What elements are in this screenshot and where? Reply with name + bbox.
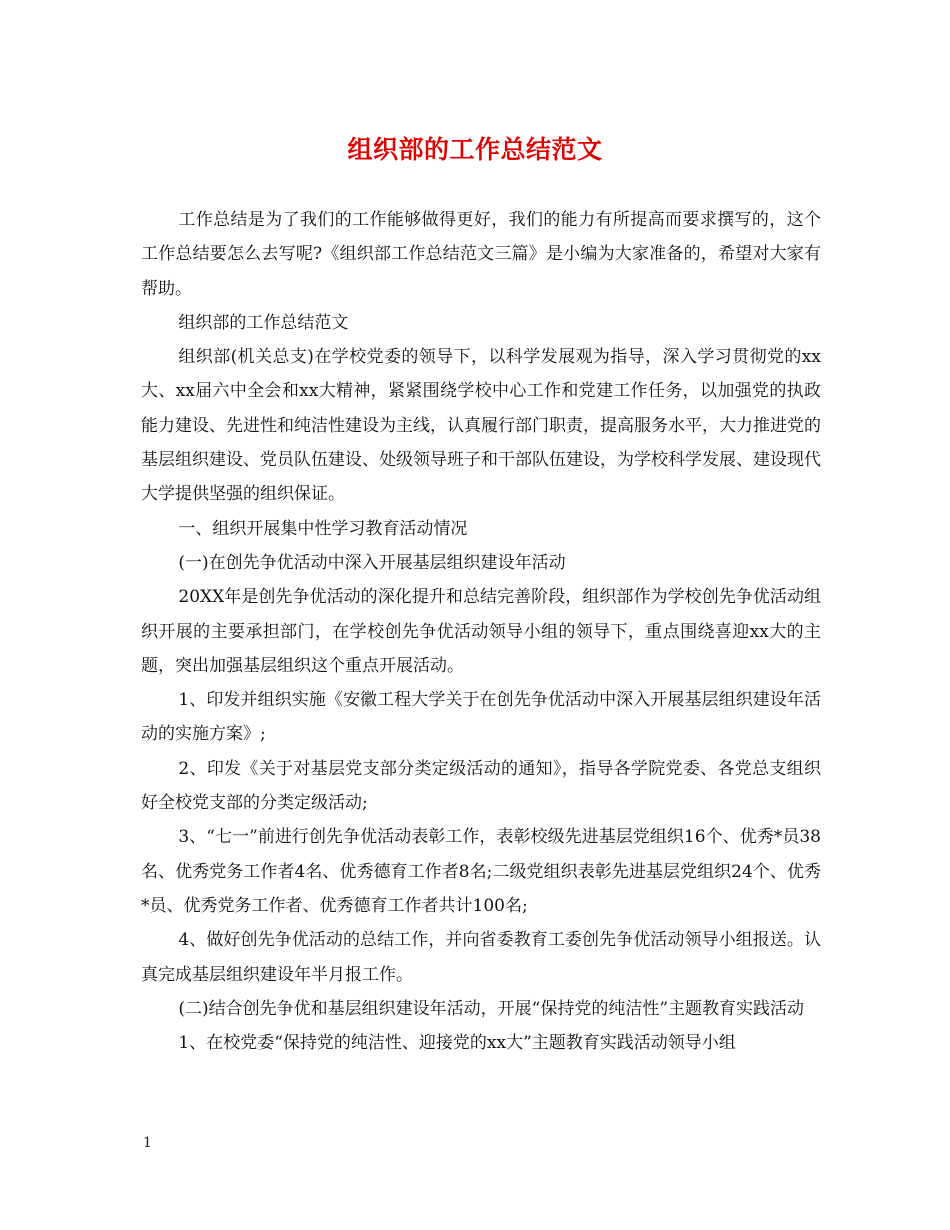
list-item-4: 4、做好创先争优活动的总结工作，并向省委教育工委创先争优活动领导小组报送。认真完成基层组织建设年半月报工作。	[141, 930, 821, 985]
list-item-2: 2、印发《关于对基层党支部分类定级活动的通知》，指导各学院党委、各党总支组织好全校党支部的分类定级活动;	[141, 758, 821, 814]
subsection-heading-1: (一)在创先争优活动中深入开展基层组织建设年活动	[178, 552, 566, 573]
section-heading-1: 一、组织开展集中性学习教育活动情况	[178, 518, 468, 539]
paragraph-overview: 组织部(机关总支)在学校党委的领导下，以科学发展观为指导，深入学习贯彻党的xx大、xx届六中全会和xx大精神，紧紧围绕学校中心工作和党建工作任务，以加强党的执政能力建设、先进性和纯洁性建设为主线，认真履行部门职责，提高服务水平，大力推进党的基层组织建设、党员队伍建设、处级领导班子和干部队伍建设，为学校科学发展、建设现代大学提供坚强的组织保证。	[141, 347, 821, 505]
paragraph-20xx: 20XX年是创先争优活动的深化提升和总结完善阶段，组织部作为学校创先争优活动组织开展的主要承担部门，在学校创先争优活动领导小组的领导下，重点围绕喜迎xx大的主题，突出加强基层组织这个重点开展活动。	[141, 587, 821, 676]
paragraph-subtitle: 组织部的工作总结范文	[178, 312, 349, 333]
list-item-1: 1、印发并组织实施《安徽工程大学关于在创先争优活动中深入开展基层组织建设年活动的实施方案》;	[141, 690, 821, 745]
subsection-heading-2: (二)结合创先争优和基层组织建设年活动，开展“保持党的纯洁性”主题教育实践活动	[178, 998, 805, 1019]
page-number: 1	[143, 1135, 152, 1151]
document-title: 组织部的工作总结范文	[347, 135, 603, 164]
document-body	[141, 203, 821, 1060]
paragraph-intro: 工作总结是为了我们的工作能够做得更好，我们的能力有所提高而要求撰写的，这个工作总结要怎么去写呢?《组织部工作总结范文三篇》是小编为大家准备的，希望对大家有帮助。	[141, 210, 821, 299]
list-item-3: 3、“七一”前进行创先争优活动表彰工作，表彰校级先进基层党组织16个、优秀*员38名、优秀党务工作者4名、优秀德育工作者8名;二级党组织表彰先进基层党组织24个、优秀*员、优秀党务工作者、优秀德育工作者共计100名;	[141, 827, 821, 916]
list-item-5: 1、在校党委“保持党的纯洁性、迎接党的xx大”主题教育实践活动领导小组	[178, 1033, 736, 1054]
